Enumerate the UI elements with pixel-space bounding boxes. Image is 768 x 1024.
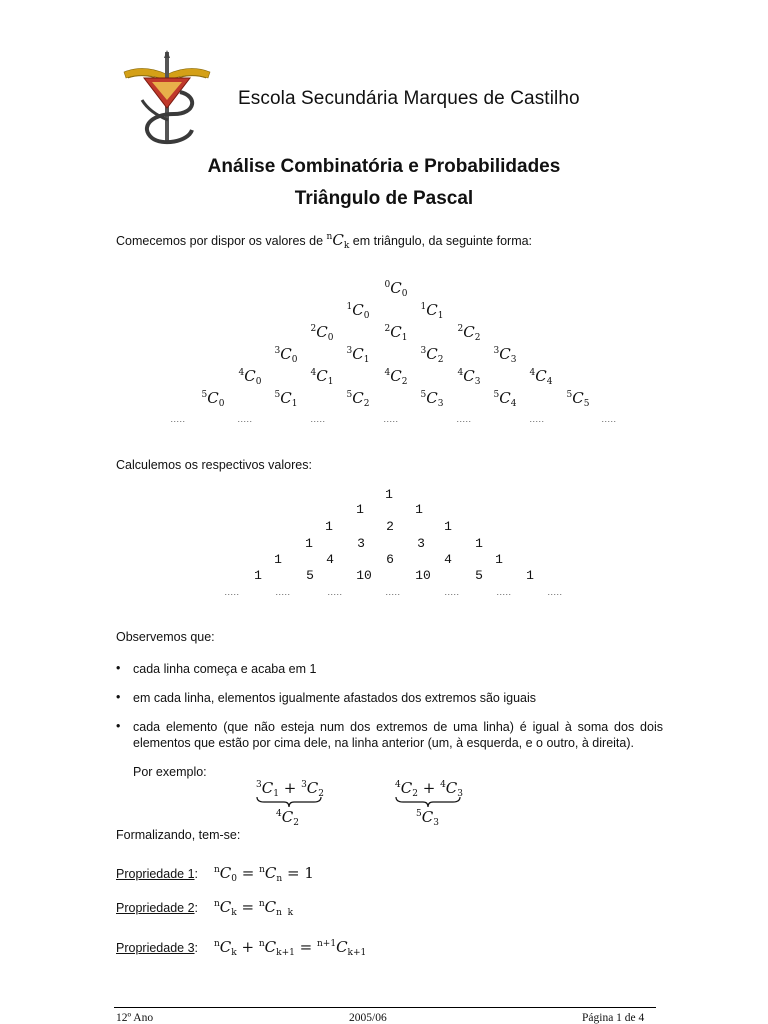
combination-1-0: $^1C_0$ xyxy=(346,301,370,321)
combination-1-1: $^1C_1$ xyxy=(420,301,444,321)
formula-nck: $^nC_k$ xyxy=(326,231,350,251)
ellipsis: ..... xyxy=(601,414,617,424)
value-cell: 1 xyxy=(274,552,282,567)
property-3-label: Propriedade 3 xyxy=(116,941,195,955)
property-2-label: Propriedade 2 xyxy=(116,901,195,915)
intro-before: Comecemos por dispor os valores de xyxy=(116,234,324,248)
formula-property-2: $^nC_k = ^nC_{n k}$ xyxy=(214,898,294,918)
title-line-1: Análise Combinatória e Probabilidades xyxy=(207,156,561,177)
value-cell: 6 xyxy=(386,552,394,567)
combination-5-4: $^5C_4$ xyxy=(493,389,517,409)
bullet-item: cada linha começa e acaba em 1 xyxy=(133,662,317,676)
example-2-sum: $^4C_2 + ^4C_3$ xyxy=(395,779,464,799)
value-cell: 10 xyxy=(356,568,372,583)
value-cell: 1 xyxy=(325,519,333,534)
formula-property-1: $^nC_0 = ^nC_n = 1$ xyxy=(214,864,314,884)
ellipsis: ..... xyxy=(224,587,240,597)
ellipsis: ..... xyxy=(170,414,186,424)
underbrace-2 xyxy=(395,796,461,808)
value-cell: 4 xyxy=(326,552,334,567)
property-3-sep: : xyxy=(194,941,199,955)
ellipsis: ..... xyxy=(310,414,326,424)
value-cell: 2 xyxy=(386,519,394,534)
ellipsis: ..... xyxy=(547,587,563,597)
bullet-item: em cada linha, elementos igualmente afastados dos extremos são iguais xyxy=(133,691,537,705)
value-cell: 1 xyxy=(385,487,393,502)
combination-2-1: $^2C_1$ xyxy=(384,323,408,343)
bullet-marker: • xyxy=(116,661,121,675)
combination-5-0: $^5C_0$ xyxy=(201,389,225,409)
ellipsis: ..... xyxy=(456,414,472,424)
combination-4-1: $^4C_1$ xyxy=(310,367,334,387)
value-cell: 5 xyxy=(475,568,483,583)
value-cell: 1 xyxy=(444,519,452,534)
ellipsis: ..... xyxy=(385,587,401,597)
formula-property-3: $^nC_k + ^nC_{k+1} = ^{n+1}C_{k+1}$ xyxy=(214,938,367,958)
value-cell: 1 xyxy=(415,502,423,517)
value-cell: 3 xyxy=(417,536,425,551)
value-cell: 1 xyxy=(526,568,534,583)
combination-4-3: $^4C_3$ xyxy=(457,367,481,387)
combination-4-0: $^4C_0$ xyxy=(238,367,262,387)
property-2 xyxy=(116,901,198,915)
bullet-marker: • xyxy=(116,719,121,733)
example-1-result xyxy=(276,808,299,828)
combination-3-0: $^3C_0$ xyxy=(274,345,298,365)
property-1-label: Propriedade 1 xyxy=(116,867,195,881)
value-cell: 10 xyxy=(415,568,431,583)
observe-heading: Observemos que: xyxy=(116,630,215,644)
property-1-formula xyxy=(214,864,314,884)
value-cell: 1 xyxy=(495,552,503,567)
property-3 xyxy=(116,941,198,955)
ellipsis: ..... xyxy=(327,587,343,597)
value-cell: 4 xyxy=(444,552,452,567)
calc-intro: Calculemos os respectivos valores: xyxy=(116,458,312,472)
combination-2-2: $^2C_2$ xyxy=(457,323,481,343)
example-label: Por exemplo: xyxy=(133,765,207,779)
combination-2-0: $^2C_0$ xyxy=(310,323,334,343)
example-1-result-formula: $^4C_2$ xyxy=(276,808,299,828)
combination-5-2: $^5C_2$ xyxy=(346,389,370,409)
underbrace-1 xyxy=(256,796,322,808)
combination-5-3: $^5C_3$ xyxy=(420,389,444,409)
property-3-formula xyxy=(214,938,366,958)
footer-year: 12º Ano xyxy=(116,1012,154,1024)
combination-0-0: $^0C_0$ xyxy=(384,279,408,299)
school-logo xyxy=(122,50,212,146)
ellipsis: ..... xyxy=(275,587,291,597)
value-cell: 1 xyxy=(254,568,262,583)
combination-5-5: $^5C_5$ xyxy=(566,389,590,409)
value-cell: 5 xyxy=(306,568,314,583)
bullet-marker: • xyxy=(116,690,121,704)
combination-3-3: $^3C_3$ xyxy=(493,345,517,365)
property-2-formula xyxy=(214,898,293,918)
footer-school-year: 2005/06 xyxy=(349,1012,387,1024)
property-2-sep: : xyxy=(194,901,199,915)
ellipsis: ..... xyxy=(444,587,460,597)
footer-divider xyxy=(114,1007,656,1008)
property-1 xyxy=(116,867,198,881)
combination-3-1: $^3C_1$ xyxy=(346,345,370,365)
formalizing-heading: Formalizando, tem-se: xyxy=(116,828,241,842)
combination-4-4: $^4C_4$ xyxy=(529,367,553,387)
combination-3-2: $^3C_2$ xyxy=(420,345,444,365)
title-line-2: Triângulo de Pascal xyxy=(294,188,474,209)
intro-sentence xyxy=(116,231,532,251)
combination-4-2: $^4C_2$ xyxy=(384,367,408,387)
value-cell: 1 xyxy=(475,536,483,551)
value-cell: 3 xyxy=(357,536,365,551)
school-name: Escola Secundária Marques de Castilho xyxy=(238,88,580,109)
footer-page-number: Página 1 de 4 xyxy=(582,1012,645,1024)
example-1-sum: $^3C_1 + ^3C_2$ xyxy=(256,779,325,799)
intro-after: em triângulo, da seguinte forma: xyxy=(352,234,533,248)
example-2-result-formula: $^5C_3$ xyxy=(416,808,439,828)
ellipsis: ..... xyxy=(237,414,253,424)
property-1-sep: : xyxy=(194,867,199,881)
example-2-result xyxy=(416,808,439,828)
ellipsis: ..... xyxy=(496,587,512,597)
ellipsis: ..... xyxy=(383,414,399,424)
bullet-item: cada elemento (que não esteja num dos extremos de uma linha) é igual à soma dos dois elementos que estão por cima dele, na linha anterior (um, à esquerda, e o outro, à direita). xyxy=(133,720,663,750)
combination-5-1: $^5C_1$ xyxy=(274,389,298,409)
ellipsis: ..... xyxy=(529,414,545,424)
value-cell: 1 xyxy=(356,502,364,517)
value-cell: 1 xyxy=(305,536,313,551)
